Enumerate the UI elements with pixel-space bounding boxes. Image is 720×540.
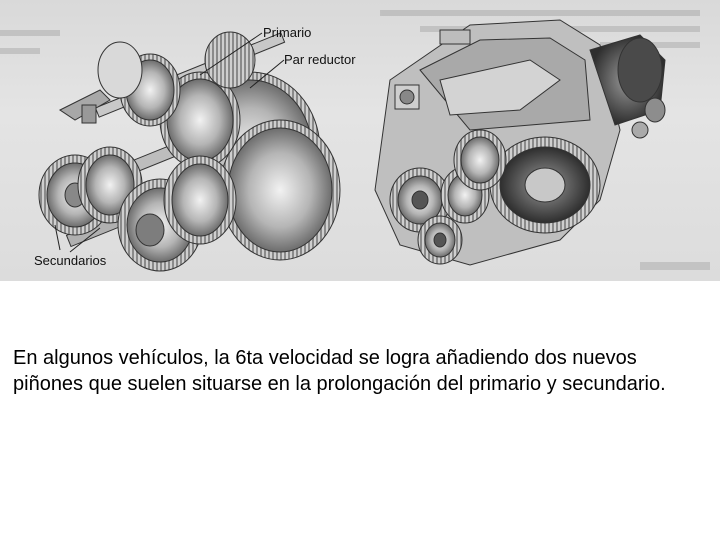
label-secundarios: Secundarios <box>34 253 107 268</box>
right-gearbox <box>375 20 665 265</box>
label-par-reductor: Par reductor <box>284 52 356 67</box>
caption-text: En algunos vehículos, la 6ta velocidad se logra añadiendo dos nuevos piñones que suelen situarse en la prolongación del primario y secundario. <box>13 347 666 395</box>
left-gearbox <box>39 32 340 271</box>
label-primario: Primario <box>263 25 312 40</box>
